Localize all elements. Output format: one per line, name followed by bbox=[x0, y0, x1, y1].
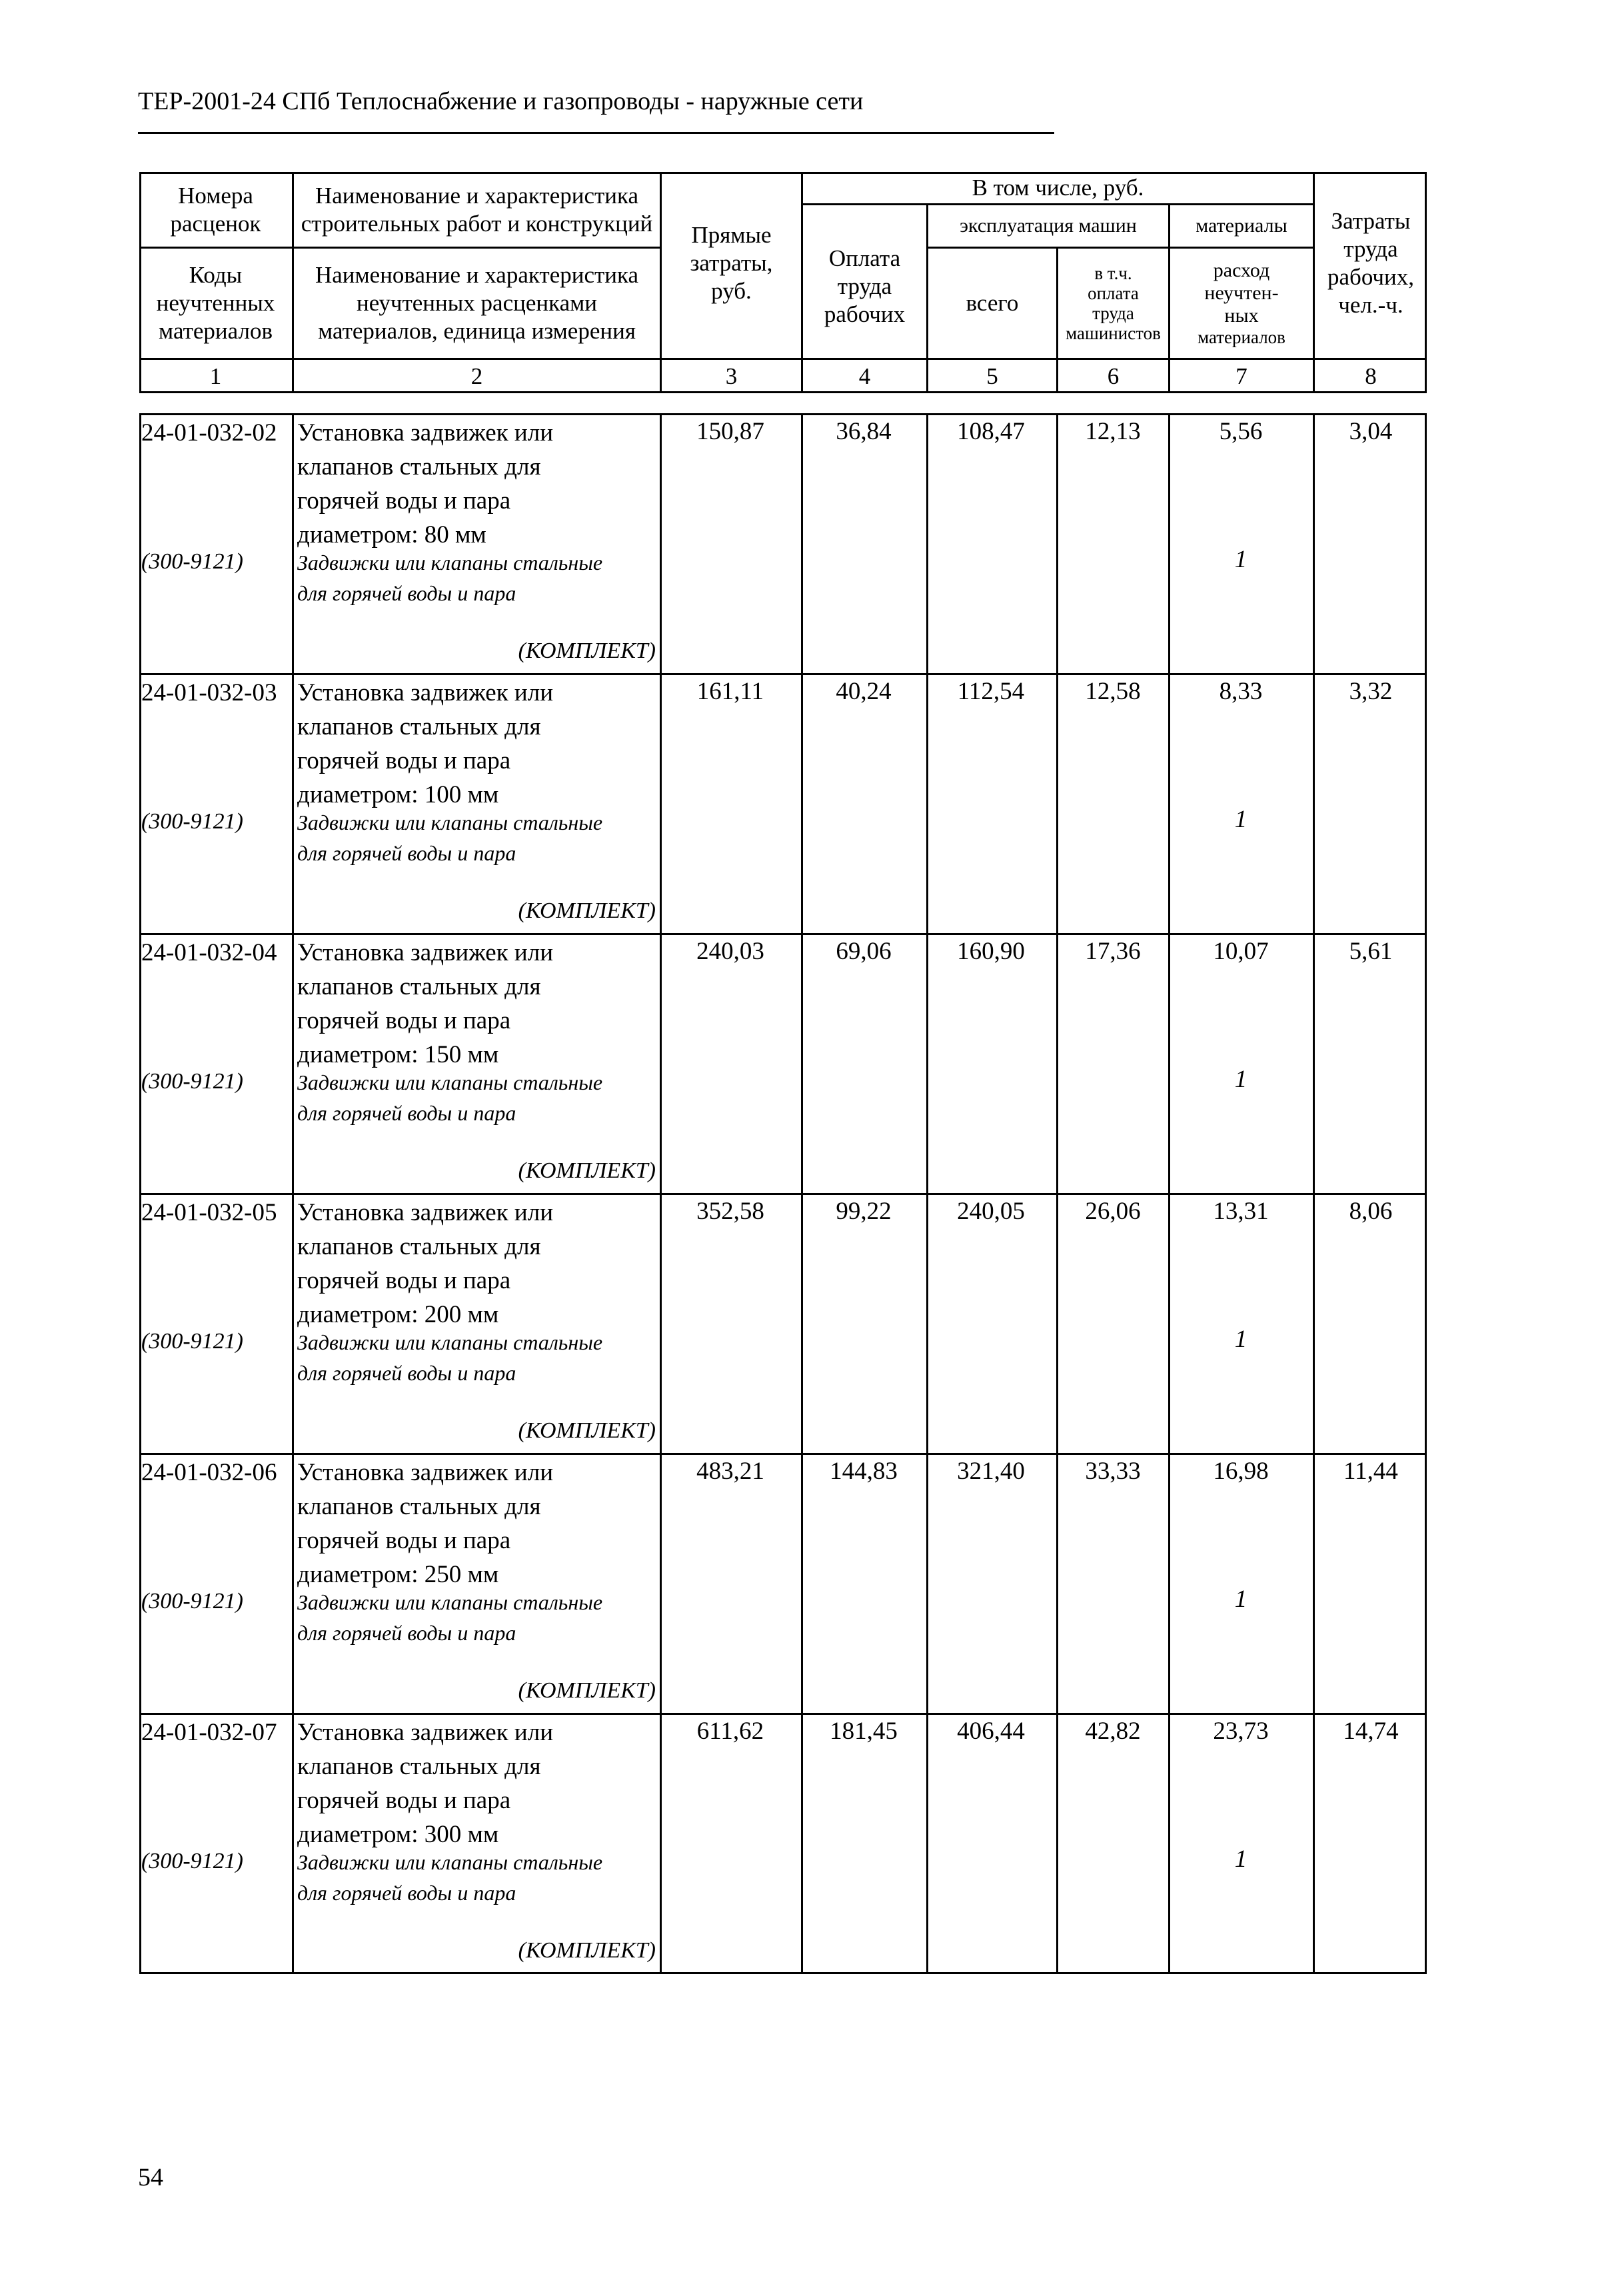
work-description-line: диаметром: 200 мм bbox=[297, 1301, 499, 1328]
document-title: ТЕР-2001-24 СПб Теплоснабжение и газопроводы - наружные сети bbox=[138, 87, 864, 115]
value-machinists: 12,58 bbox=[1085, 678, 1141, 705]
material-quantity: 1 bbox=[1234, 1066, 1247, 1093]
header-group-label: В том числе, руб. bbox=[972, 174, 1144, 201]
header-cell-col2-bottom: Наименование и характеристика неучтенных расценками материалов, единица измерения bbox=[315, 261, 639, 344]
value-labor: 99,22 bbox=[836, 1198, 892, 1225]
material-quantity: 1 bbox=[1234, 1586, 1247, 1613]
material-description-line: для горячей воды и пара bbox=[297, 1881, 516, 1905]
work-description-line: горячей воды и пара bbox=[297, 1787, 511, 1814]
material-code: (300-9121) bbox=[141, 1069, 243, 1094]
rate-code: 24-01-032-02 bbox=[141, 419, 277, 447]
unit-of-measure: (КОМПЛЕКТ) bbox=[518, 898, 656, 923]
unit-of-measure: (КОМПЛЕКТ) bbox=[518, 1158, 656, 1183]
col-number: 3 bbox=[725, 363, 738, 389]
material-description-line: Задвижки или клапаны стальные bbox=[297, 1590, 603, 1614]
work-description-line: диаметром: 80 мм bbox=[297, 521, 486, 549]
work-description-line: диаметром: 250 мм bbox=[297, 1561, 499, 1588]
work-description-line: клапанов стальных для bbox=[297, 1493, 541, 1520]
value-direct: 483,21 bbox=[696, 1458, 764, 1485]
value-direct: 150,87 bbox=[696, 418, 764, 445]
work-description-line: горячей воды и пара bbox=[297, 1267, 511, 1294]
value-machines: 406,44 bbox=[957, 1718, 1025, 1745]
rate-code: 24-01-032-03 bbox=[141, 679, 277, 706]
unit-of-measure: (КОМПЛЕКТ) bbox=[518, 1678, 656, 1703]
material-quantity: 1 bbox=[1234, 1845, 1247, 1873]
header-cell-col2-top: Наименование и характеристика строительных работ и конструкций bbox=[301, 183, 653, 237]
rate-code: 24-01-032-07 bbox=[141, 1719, 277, 1746]
work-description-line: горячей воды и пара bbox=[297, 1527, 511, 1554]
unit-of-measure: (КОМПЛЕКТ) bbox=[518, 1938, 656, 1963]
value-machines: 112,54 bbox=[957, 678, 1025, 705]
value-labor: 36,84 bbox=[836, 418, 892, 445]
row-divider bbox=[139, 1453, 1427, 1455]
header-materials-label: материалы bbox=[1196, 214, 1287, 237]
value-direct: 611,62 bbox=[696, 1718, 764, 1745]
value-hours: 14,74 bbox=[1343, 1718, 1399, 1745]
material-description-line: Задвижки или клапаны стальные bbox=[297, 810, 603, 834]
material-code: (300-9121) bbox=[141, 1589, 243, 1614]
unit-of-measure: (КОМПЛЕКТ) bbox=[518, 1418, 656, 1443]
col-number: 8 bbox=[1365, 363, 1377, 389]
header-machines-label: эксплуатация машин bbox=[960, 214, 1137, 237]
material-quantity: 1 bbox=[1234, 1326, 1247, 1353]
material-description-line: для горячей воды и пара bbox=[297, 581, 516, 605]
value-machines: 108,47 bbox=[957, 418, 1025, 445]
value-labor: 181,45 bbox=[830, 1718, 898, 1745]
rate-code: 24-01-032-05 bbox=[141, 1199, 277, 1226]
work-description-line: Установка задвижек или bbox=[297, 679, 554, 706]
work-description-line: Установка задвижек или bbox=[297, 1199, 554, 1226]
work-description-line: диаметром: 300 мм bbox=[297, 1821, 499, 1848]
material-code: (300-9121) bbox=[141, 549, 243, 574]
material-code: (300-9121) bbox=[141, 1329, 243, 1354]
value-materials: 8,33 bbox=[1219, 678, 1263, 705]
row-divider bbox=[139, 1193, 1427, 1195]
material-quantity: 1 bbox=[1234, 546, 1247, 573]
work-description-line: диаметром: 100 мм bbox=[297, 781, 499, 808]
work-description-line: клапанов стальных для bbox=[297, 453, 541, 481]
value-materials: 10,07 bbox=[1213, 938, 1269, 965]
header-cell-col5: всего bbox=[966, 289, 1019, 316]
rate-code: 24-01-032-04 bbox=[141, 939, 277, 966]
value-hours: 5,61 bbox=[1349, 938, 1393, 965]
material-quantity: 1 bbox=[1234, 806, 1247, 833]
work-description-line: Установка задвижек или bbox=[297, 939, 554, 966]
value-materials: 13,31 bbox=[1213, 1198, 1269, 1225]
col-number: 2 bbox=[470, 363, 483, 389]
material-description-line: Задвижки или клапаны стальные bbox=[297, 1070, 603, 1094]
material-code: (300-9121) bbox=[141, 809, 243, 834]
work-description-line: горячей воды и пара bbox=[297, 487, 511, 515]
material-description-line: для горячей воды и пара bbox=[297, 841, 516, 865]
col-number: 4 bbox=[858, 363, 871, 389]
value-direct: 161,11 bbox=[696, 678, 764, 705]
value-materials: 5,56 bbox=[1219, 418, 1263, 445]
work-description-line: клапанов стальных для bbox=[297, 1233, 541, 1260]
material-description-line: для горячей воды и пара bbox=[297, 1621, 516, 1645]
header-cell-col4: Оплата труда рабочих bbox=[824, 245, 906, 327]
rate-code: 24-01-032-06 bbox=[141, 1459, 277, 1486]
header-cell-col8: Затраты труда рабочих, чел.-ч. bbox=[1327, 208, 1415, 318]
value-machines: 160,90 bbox=[957, 938, 1025, 965]
value-materials: 16,98 bbox=[1213, 1458, 1269, 1485]
row-divider bbox=[139, 1713, 1427, 1715]
col-number: 7 bbox=[1235, 363, 1247, 389]
value-labor: 69,06 bbox=[836, 938, 892, 965]
work-description-line: Установка задвижек или bbox=[297, 419, 554, 447]
value-hours: 3,04 bbox=[1349, 418, 1393, 445]
value-machinists: 33,33 bbox=[1085, 1458, 1141, 1485]
work-description-line: Установка задвижек или bbox=[297, 1459, 554, 1486]
row-divider bbox=[139, 933, 1427, 935]
row-divider bbox=[139, 673, 1427, 675]
value-machinists: 12,13 bbox=[1085, 418, 1141, 445]
col-number: 6 bbox=[1107, 363, 1120, 389]
work-description-line: клапанов стальных для bbox=[297, 973, 541, 1000]
header-cell-col3: Прямые затраты, руб. bbox=[690, 222, 773, 304]
value-machinists: 26,06 bbox=[1085, 1198, 1141, 1225]
page-number: 54 bbox=[138, 2163, 163, 2191]
value-direct: 352,58 bbox=[696, 1198, 764, 1225]
col-number: 5 bbox=[986, 363, 998, 389]
work-description-line: Установка задвижек или bbox=[297, 1719, 554, 1746]
work-description-line: горячей воды и пара bbox=[297, 747, 511, 774]
value-hours: 11,44 bbox=[1343, 1458, 1398, 1485]
value-materials: 23,73 bbox=[1213, 1718, 1269, 1745]
value-labor: 144,83 bbox=[830, 1458, 898, 1485]
title-underline bbox=[138, 132, 1054, 134]
unit-of-measure: (КОМПЛЕКТ) bbox=[518, 638, 656, 663]
value-machinists: 42,82 bbox=[1085, 1718, 1141, 1745]
material-description-line: для горячей воды и пара bbox=[297, 1101, 516, 1125]
work-description-line: клапанов стальных для bbox=[297, 1753, 541, 1780]
header-cell-col7: расход неучтен- ных материалов bbox=[1198, 259, 1285, 347]
value-hours: 3,32 bbox=[1349, 678, 1393, 705]
work-description-line: диаметром: 150 мм bbox=[297, 1041, 499, 1068]
work-description-line: горячей воды и пара bbox=[297, 1007, 511, 1034]
value-direct: 240,03 bbox=[696, 938, 764, 965]
material-description-line: Задвижки или клапаны стальные bbox=[297, 1850, 603, 1874]
work-description-line: клапанов стальных для bbox=[297, 713, 541, 740]
value-hours: 8,06 bbox=[1349, 1198, 1393, 1225]
header-cell-col1-bottom: Коды неучтенных материалов bbox=[156, 261, 275, 344]
header-cell-col1-top: Номера расценок bbox=[170, 183, 261, 237]
value-labor: 40,24 bbox=[836, 678, 892, 705]
material-description-line: Задвижки или клапаны стальные bbox=[297, 1330, 603, 1354]
col-number: 1 bbox=[209, 363, 222, 389]
material-code: (300-9121) bbox=[141, 1849, 243, 1873]
value-machinists: 17,36 bbox=[1085, 938, 1141, 965]
header-cell-col6: в т.ч. оплата труда машинистов bbox=[1066, 263, 1161, 343]
value-machines: 321,40 bbox=[957, 1458, 1025, 1485]
value-machines: 240,05 bbox=[957, 1198, 1025, 1225]
material-description-line: Задвижки или клапаны стальные bbox=[297, 551, 603, 574]
material-description-line: для горячей воды и пара bbox=[297, 1361, 516, 1385]
